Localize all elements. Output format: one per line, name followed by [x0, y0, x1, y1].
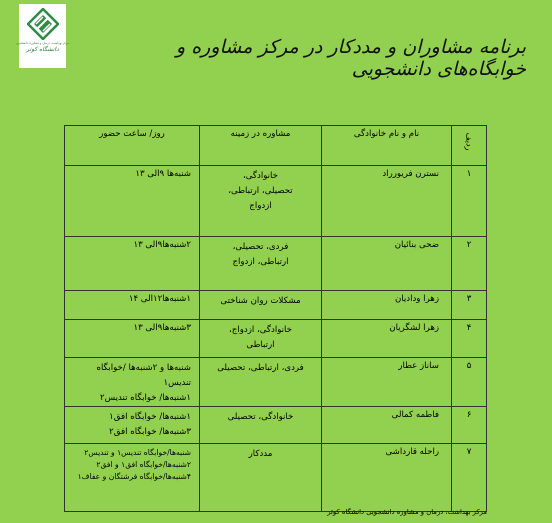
schedule-line: ۳شنبه‌ها۹الی ۱۳: [133, 323, 191, 333]
field-line: ازدواج: [249, 201, 272, 211]
row-name: نسترن فریورراد: [322, 166, 452, 237]
schedule-line: ۲شنبه‌ها۹الی ۱۳: [133, 240, 191, 250]
row-field: [200, 166, 322, 237]
table-row: [65, 320, 487, 358]
row-name: زهرا لشگریان: [322, 320, 452, 358]
row-index: ۲: [452, 237, 487, 291]
header-name: نام و نام خانوادگی: [322, 126, 452, 166]
table-row: [65, 358, 487, 407]
page-title: برنامه مشاوران و مددکار در مرکز مشاوره و خوابگاه‌های دانشجویی: [175, 36, 526, 80]
row-schedule: [65, 358, 200, 407]
table-row: [65, 291, 487, 320]
table-row: [65, 444, 487, 512]
schedule-line: شنبه‌ها و ۲شنبه‌ها /خوابگاه تندیس۱: [96, 363, 191, 388]
field-line: خانوادگی، ازدواج،: [229, 325, 292, 335]
row-schedule: [65, 320, 200, 358]
schedule-line: ۳شنبه‌ها/ خوابگاه افق۲: [109, 427, 191, 437]
row-field: [200, 320, 322, 358]
row-index: ۵: [452, 358, 487, 407]
schedule-line: شنبه‌ها/خوابگاه تندیس۱ و تندیس۲: [84, 448, 191, 457]
row-field: [200, 444, 322, 512]
header-index-label: ردیف: [464, 132, 474, 151]
row-schedule: [65, 407, 200, 444]
row-index: ۴: [452, 320, 487, 358]
schedule-line: ۱شنبه‌ها۱۲الی ۱۴: [128, 294, 191, 304]
field-line: ارتباطی: [246, 340, 275, 350]
row-index: ۷: [452, 444, 487, 512]
schedule-line: شنبه‌ها ۹الی ۱۳: [135, 169, 191, 179]
row-name: فاطمه کمالی: [322, 407, 452, 444]
schedule-line: ۲شنبه‌ها/خوابگاه افق۱ و افق۲: [96, 460, 191, 469]
row-schedule: [65, 166, 200, 237]
row-name: زهرا ودادیان: [322, 291, 452, 320]
header-schedule: روز/ ساعت حضور: [65, 126, 200, 166]
row-name: ساناز عطار: [322, 358, 452, 407]
field-line: مددکار: [248, 449, 273, 459]
schedule-line: ۴شنبه‌ها/خوابگاه فرشتگان و عفاف۱: [77, 472, 191, 481]
row-schedule: [65, 237, 200, 291]
row-index: ۱: [452, 166, 487, 237]
schedule-line: ۱شنبه‌ها/ خوابگاه تندیس۲: [100, 393, 191, 403]
row-field: [200, 358, 322, 407]
field-line: فردی، ارتباطی، تحصیلی: [217, 363, 304, 373]
footer-note: مرکز بهداشت، درمان و مشاوره دانشجویی دانشگاه کوثر: [327, 508, 487, 516]
field-line: فردی، تحصیلی،: [232, 242, 289, 252]
row-field: [200, 237, 322, 291]
table-row: [65, 407, 487, 444]
row-name: ضحی بنائیان: [322, 237, 452, 291]
field-line: ارتباطی، ازدواج: [232, 257, 289, 267]
field-line: خانوادگی،: [242, 171, 278, 181]
counselor-schedule-table: [64, 125, 487, 512]
row-index: ۳: [452, 291, 487, 320]
row-schedule: [65, 444, 200, 512]
header-index: [452, 126, 487, 166]
field-line: تحصیلی، ارتباطی،: [228, 186, 293, 196]
row-name: راحله قارداشی: [322, 444, 452, 512]
university-logo: [15, 4, 70, 68]
table-header-row: [65, 126, 487, 166]
table-row: [65, 166, 487, 237]
row-schedule: [65, 291, 200, 320]
header-field: مشاوره در زمینه: [200, 126, 322, 166]
row-field: [200, 407, 322, 444]
logo-signature: دانشگاه کوثر: [26, 46, 59, 53]
logo-emblem-icon: [27, 8, 59, 40]
table-row: [65, 237, 487, 291]
field-line: خانوادگی، تحصیلی: [227, 412, 294, 422]
logo-institution-text: مرکز بهداشت، درمان و مشاوره دانشجویی: [15, 41, 70, 45]
schedule-line: ۱شنبه‌ها/ خوابگاه افق۱: [109, 412, 191, 422]
row-field: [200, 291, 322, 320]
field-line: مشکلات روان شناختی: [220, 296, 301, 306]
row-index: ۶: [452, 407, 487, 444]
